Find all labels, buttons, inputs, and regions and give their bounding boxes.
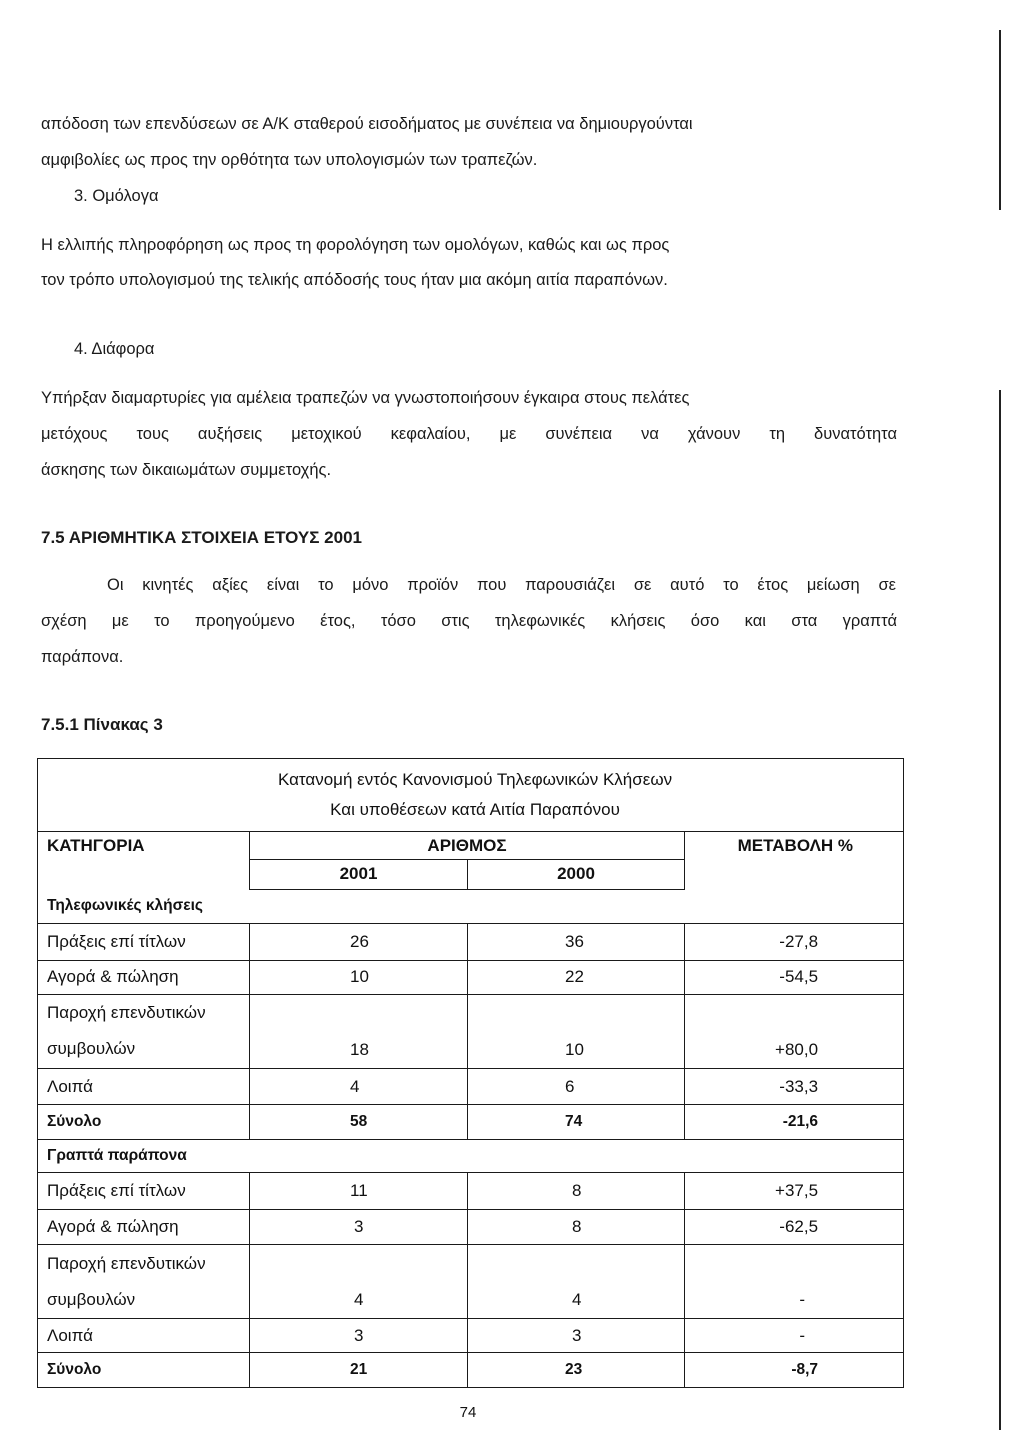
paragraph-line: απόδοση των επενδύσεων σε Α/Κ σταθερού εισοδήματος με συνέπεια να δημιουργούνται [41,115,693,133]
value-2001: 4 [250,1068,468,1104]
value-change: +80,0 [685,994,904,1068]
page-edge-line-upper [999,30,1001,210]
total-2000: 74 [468,1105,685,1139]
header-year-2000: 2000 [468,860,685,889]
section-heading-2001-stats: 7.5 ΑΡΙΘΜΗΤΙΚΑ ΣΤΟΙΧΕΙΑ ΕΤΟΥΣ 2001 [41,528,362,547]
paragraph-line: παράπονα. [41,648,124,666]
section-heading-misc: 4. Διάφορα [74,340,155,358]
paragraph-line: αμφιβολίες ως προς την ορθότητα των υπολογισμών των τραπεζών. [41,151,538,169]
paragraph-line: σχέση με το προηγούμενο έτος, τόσο στις τηλεφωνικές κλήσεις όσο και στα γραπτά [41,612,897,630]
value-change: -33,3 [685,1068,904,1104]
table-title-line: Και υποθέσεων κατά Αιτία Παραπόνου [330,799,620,819]
row-label: Πράξεις επί τίτλων [38,924,250,960]
value-change: -54,5 [685,960,904,994]
table-title-row [38,759,904,832]
value-2000: 6 [468,1068,685,1104]
value-2001: 3 [250,1319,468,1353]
value-2001: 4 [250,1245,468,1319]
value-change: -27,8 [685,924,904,960]
table-year-row [38,860,904,889]
paragraph-line: άσκησης των δικαιωμάτων συμμετοχής. [41,461,332,479]
total-label: Σύνολο [38,1105,250,1139]
value-2000: 8 [468,1209,685,1244]
paragraph-line: τον τρόπο υπολογισμού της τελικής απόδοσής τους ήταν μια ακόμη αιτία παραπόνων. [41,271,668,289]
header-year-2001: 2001 [250,860,468,889]
value-change: - [685,1245,904,1319]
table-header-row [38,831,904,859]
value-2000: 10 [468,994,685,1068]
empty-cell [685,860,904,889]
total-2001: 58 [250,1105,468,1139]
value-change: - [685,1319,904,1353]
row-label-line: συμβουλών [47,1289,136,1309]
value-2001: 18 [250,994,468,1068]
total-change: -21,6 [685,1105,904,1139]
row-label: Λοιπά [38,1319,250,1353]
value-2001: 26 [250,924,468,960]
total-2000: 23 [468,1353,685,1388]
section-label-phone: Τηλεφωνικές κλήσεις [38,889,904,923]
table-row [38,994,904,1068]
total-2001: 21 [250,1353,468,1388]
row-label [38,994,250,1068]
header-category: ΚΑΤΗΓΟΡΙΑ [38,831,250,859]
table-row [38,924,904,960]
total-label: Σύνολο [38,1353,250,1388]
paragraph-line: Η ελλιπής πληροφόρηση ως προς τη φορολόγηση των ομολόγων, καθώς και ως προς [41,236,670,254]
table-row [38,1173,904,1209]
total-change: -8,7 [685,1353,904,1388]
value-2000: 22 [468,960,685,994]
paragraph-line: Υπήρξαν διαμαρτυρίες για αμέλεια τραπεζών να γνωστοποιήσουν έγκαιρα στους πελάτες [41,389,690,407]
complaints-table [37,758,904,1388]
table-title-line: Κατανομή εντός Κανονισμού Τηλεφωνικών Κλήσεων [277,769,673,789]
header-number: ΑΡΙΘΜΟΣ [250,831,685,859]
paragraph-line: Οι κινητές αξίες είναι το μόνο προϊόν που παρουσιάζει σε αυτό το έτος μείωση σε [107,576,896,594]
row-label [38,1245,250,1319]
value-change: -62,5 [685,1209,904,1244]
value-2001: 10 [250,960,468,994]
table-row [38,1068,904,1104]
section-label-written: Γραπτά παράπονα [38,1139,904,1172]
row-label: Λοιπά [38,1068,250,1104]
table-row [38,1319,904,1353]
table-total-row [38,1105,904,1139]
table-row [38,1209,904,1244]
value-change: +37,5 [685,1173,904,1209]
table-caption: 7.5.1 Πίνακας 3 [41,715,163,734]
section-heading-bonds: 3. Ομόλογα [74,187,159,205]
paragraph-line: μετόχους τους αυξήσεις μετοχικού κεφαλαίου, με συνέπεια να χάνουν τη δυνατότητα [41,425,897,443]
row-label: Αγορά & πώληση [38,960,250,994]
row-label-line: Παροχή επενδυτικών [47,1003,206,1023]
value-2000: 36 [468,924,685,960]
section-row-written [38,1139,904,1172]
value-2000: 8 [468,1173,685,1209]
value-2000: 4 [468,1245,685,1319]
table-row [38,960,904,994]
value-2001: 11 [250,1173,468,1209]
value-2000: 3 [468,1319,685,1353]
table-title [38,759,904,832]
page-edge-line-lower [999,390,1001,1430]
header-change: ΜΕΤΑΒΟΛΗ % [685,831,904,859]
value-2001: 3 [250,1209,468,1244]
row-label: Πράξεις επί τίτλων [38,1173,250,1209]
row-label-line: συμβουλών [47,1039,136,1059]
section-row-phone [38,889,904,923]
table-row [38,1245,904,1319]
row-label: Αγορά & πώληση [38,1209,250,1244]
table-total-row [38,1353,904,1388]
row-label-line: Παροχή επενδυτικών [47,1253,206,1273]
page-number: 74 [459,1404,477,1421]
empty-cell [38,860,250,889]
